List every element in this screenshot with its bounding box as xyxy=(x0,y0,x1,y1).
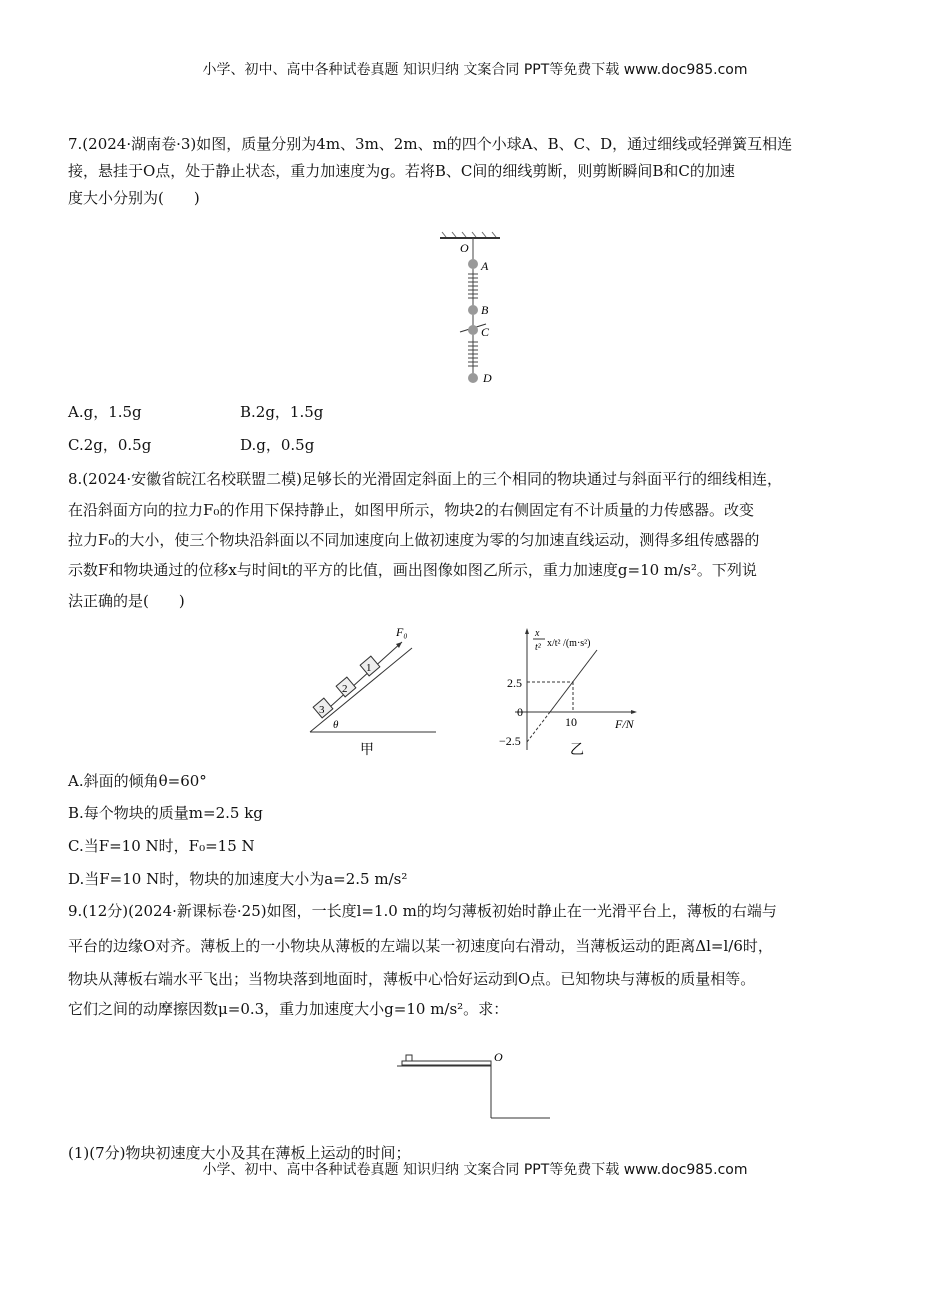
svg-text:甲: 甲 xyxy=(360,743,374,758)
q9-subquestion-1: (1)(7分)物块初速度大小及其在薄板上运动的时间； xyxy=(68,1144,411,1162)
q9-line: 平台的边缘O对齐。薄板上的一小物块从薄板的左端以某一初速度向右滑动，当薄板运动的距离Δl=l/6时， xyxy=(68,937,773,955)
q7-spring-figure xyxy=(430,230,510,390)
q7-option-a: A.g，1.5g xyxy=(68,403,142,421)
svg-text:3: 3 xyxy=(319,704,325,716)
platform-figure xyxy=(395,1045,555,1125)
q7-option-b: B.2g，1.5g xyxy=(240,403,324,421)
q7-line: 接，悬挂于O点，处于静止状态，重力加速度为g。若将B、C间的细线剪断，则剪断瞬间B和C的加速 xyxy=(68,162,735,180)
svg-text:乙: 乙 xyxy=(570,743,584,758)
q8-line: 在沿斜面方向的拉力F₀的作用下保持静止，如图甲所示，物块2的右侧固定有不计质量的力传感器。改变 xyxy=(68,501,754,519)
q8-option-d: D.当F=10 N时，物块的加速度大小为a=2.5 m/s² xyxy=(68,870,408,888)
svg-text:1: 1 xyxy=(366,662,372,674)
page-header: 小学、初中、高中各种试卷真题 知识归纳 文案合同 PPT等免费下载 www.doc985.com xyxy=(202,62,748,78)
q8-line: 8.(2024·安徽省皖江名校联盟二模)足够长的光滑固定斜面上的三个相同的物块通过与斜面平行的细线相连， xyxy=(68,470,782,488)
svg-text:O: O xyxy=(494,1050,503,1064)
svg-text:D: D xyxy=(483,371,492,385)
q8-line: 示数F和物块通过的位移x与时间t的平方的比值，画出图像如图乙所示，重力加速度g=10 m/s²。下列说 xyxy=(68,561,757,579)
svg-text:O: O xyxy=(460,241,469,255)
q9-line: 物块从薄板右端水平飞出；当物块落到地面时，薄板中心恰好运动到O点。已知物块与薄板的质量相等。 xyxy=(68,970,756,988)
graph-figure xyxy=(495,620,655,760)
q8-option-b: B.每个物块的质量m=2.5 kg xyxy=(68,804,263,822)
svg-text:F₀: F₀ xyxy=(396,625,408,639)
svg-text:θ: θ xyxy=(333,719,339,731)
incline-figure xyxy=(300,620,440,760)
q8-line: 法正确的是( ) xyxy=(68,592,185,610)
svg-text:A: A xyxy=(481,259,489,273)
svg-text:B: B xyxy=(481,303,489,317)
q7-line: 7.(2024·湖南卷·3)如图，质量分别为4m、3m、2m、m的四个小球A、B、C、D，通过细线或轻弹簧互相连 xyxy=(68,135,793,153)
q9-line: 它们之间的动摩擦因数μ=0.3，重力加速度大小g=10 m/s²。求： xyxy=(68,1000,509,1018)
q7-option-c: C.2g，0.5g xyxy=(68,436,152,454)
svg-text:C: C xyxy=(481,325,490,339)
svg-text:t²: t² xyxy=(535,642,541,653)
q8-option-c: C.当F=10 N时，F₀=15 N xyxy=(68,837,255,855)
y-tick: 2.5 xyxy=(507,676,522,690)
q8-option-a: A.斜面的倾角θ=60° xyxy=(68,772,207,790)
q9-line: 9.(12分)(2024·新课标卷·25)如图，一长度l=1.0 m的均匀薄板初始时静止在一光滑平台上，薄板的右端与 xyxy=(68,902,777,920)
y-tick: 0 xyxy=(517,705,523,719)
extrapolated-line xyxy=(527,712,550,742)
svg-text:2: 2 xyxy=(342,683,348,695)
q7-line: 度大小分别为( ) xyxy=(68,189,200,207)
page-footer: 小学、初中、高中各种试卷真题 知识归纳 文案合同 PPT等免费下载 www.doc985.com xyxy=(202,1162,748,1178)
y-tick: −2.5 xyxy=(499,734,521,748)
x-axis-label: F/N xyxy=(615,717,634,731)
x-tick: 10 xyxy=(565,715,577,729)
q7-option-d: D.g，0.5g xyxy=(240,436,315,454)
y-axis-label: x/t² /(m·s²) xyxy=(547,638,591,649)
svg-text:x: x xyxy=(535,628,540,639)
q8-line: 拉力F₀的大小，使三个物块沿斜面以不同加速度向上做初速度为零的匀加速直线运动，测得多组传感器的 xyxy=(68,531,760,549)
